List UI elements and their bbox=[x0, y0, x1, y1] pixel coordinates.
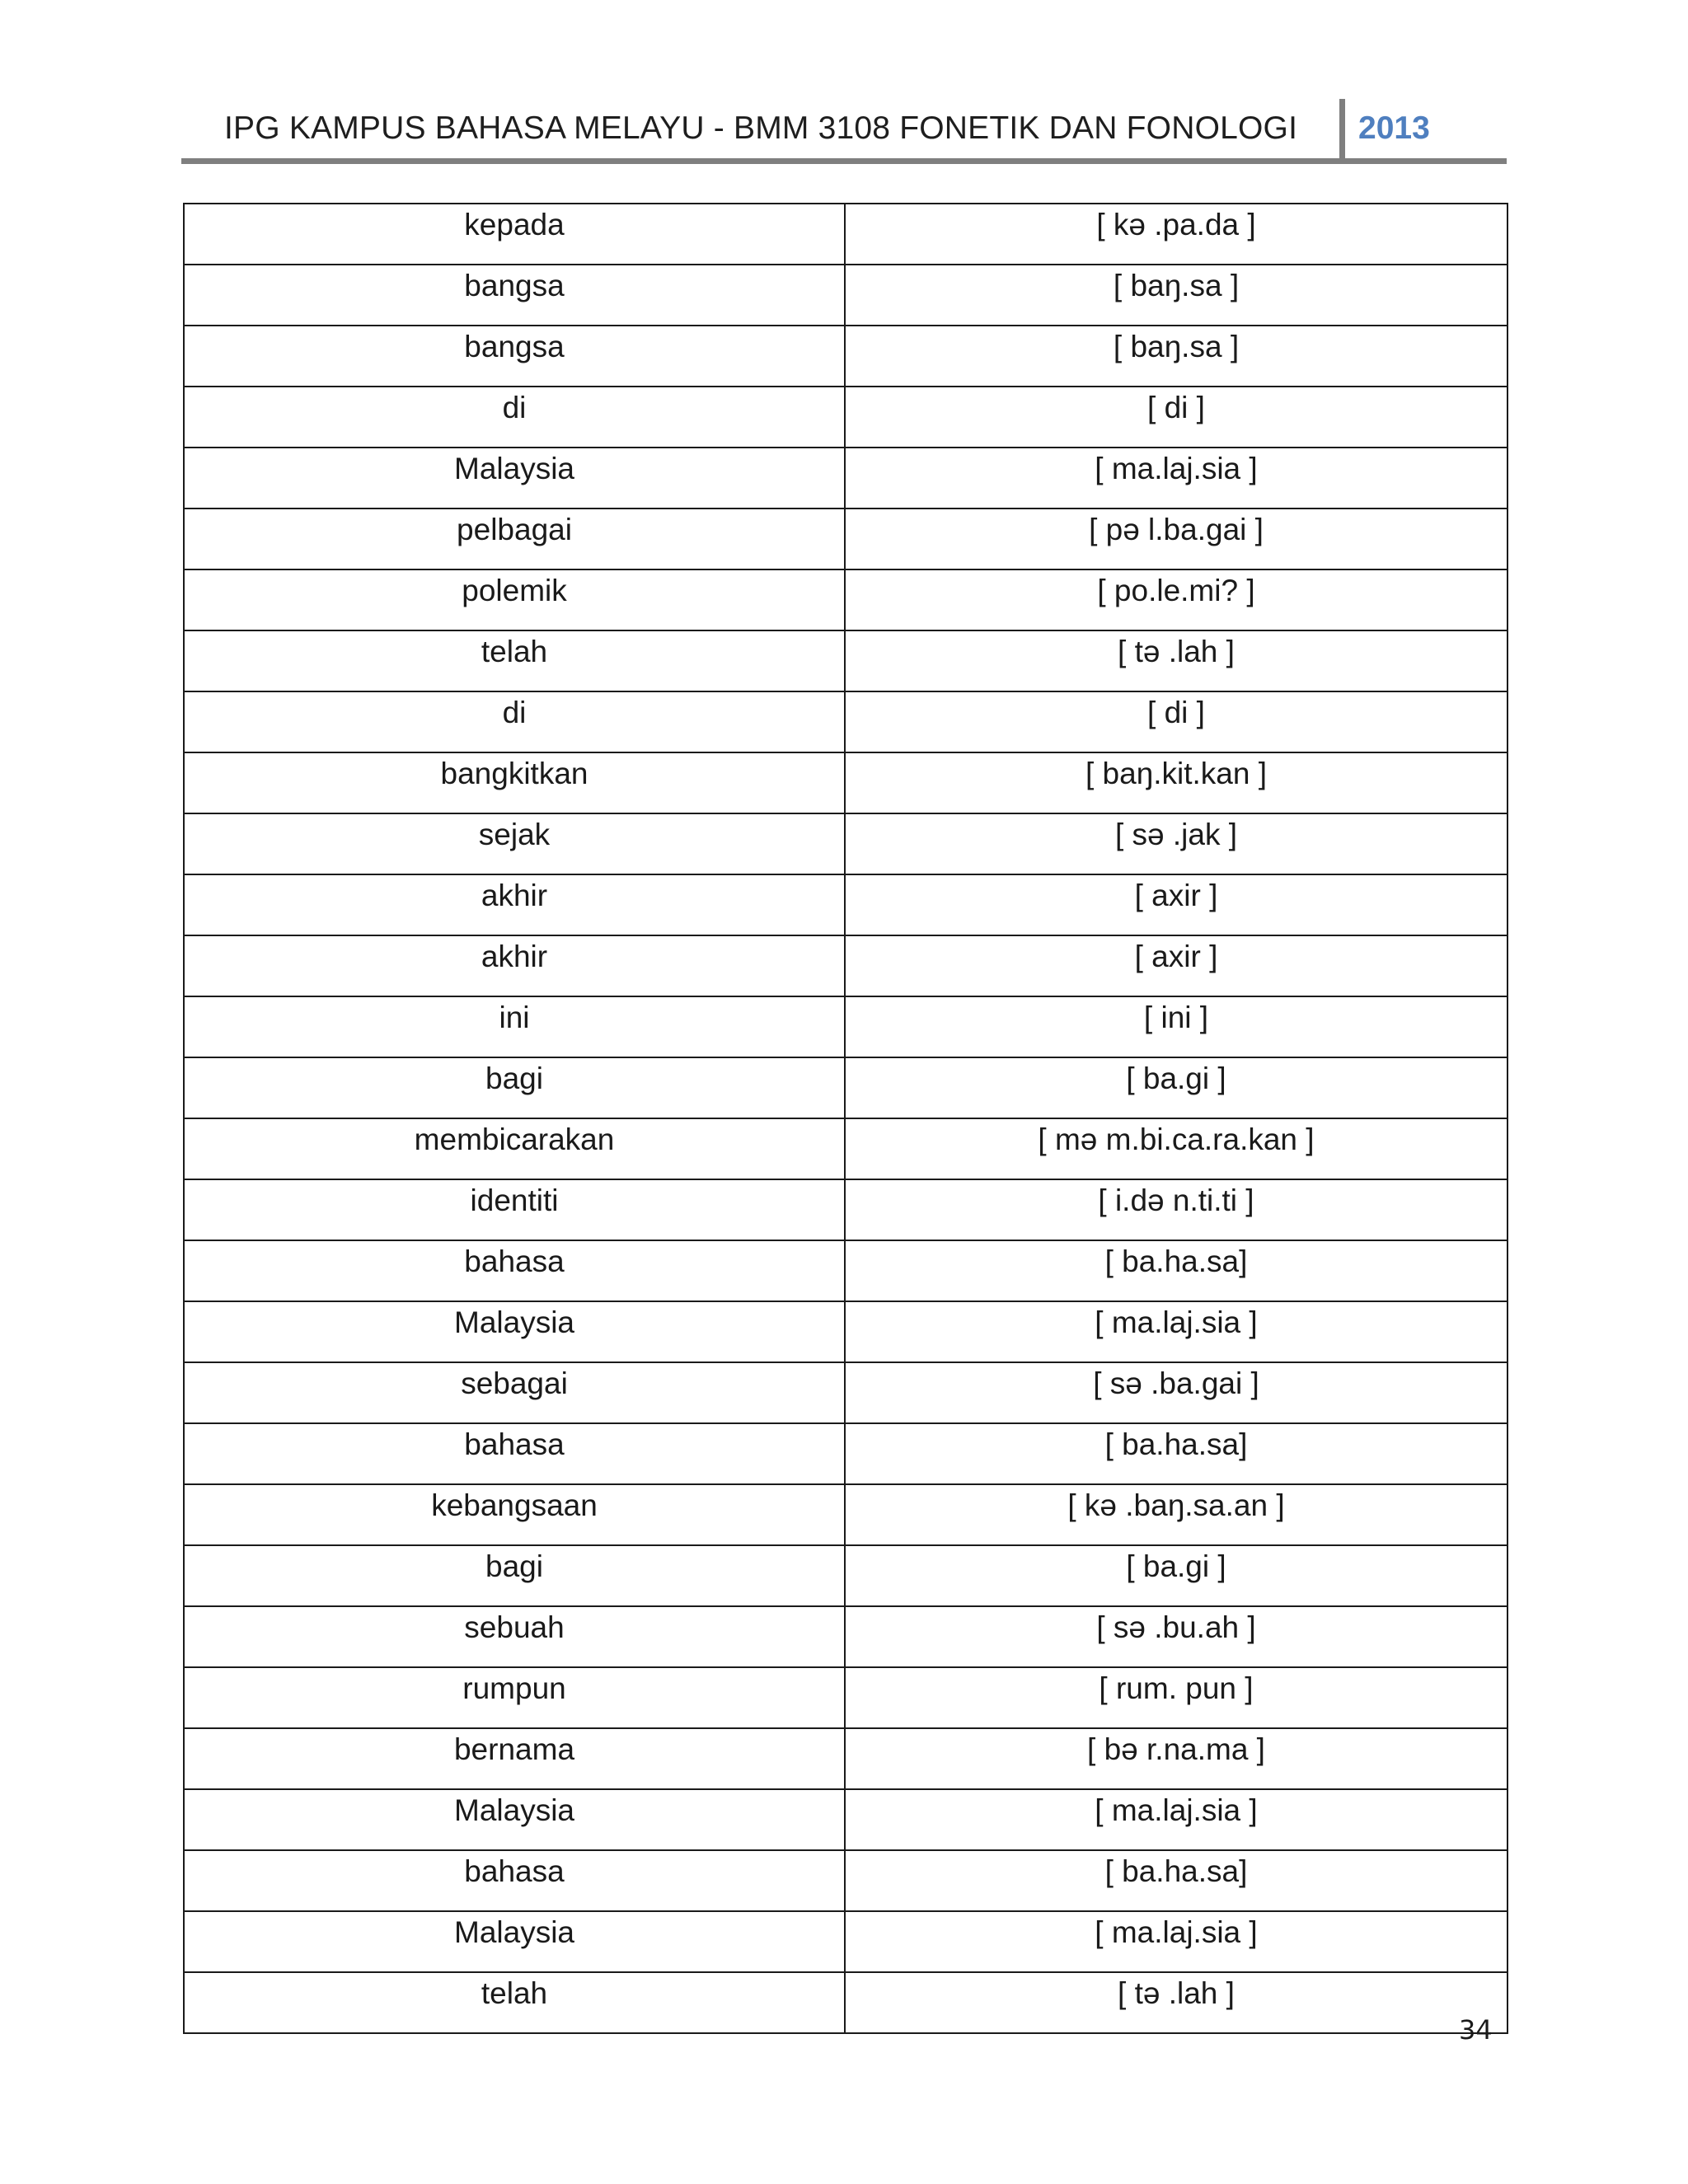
word-cell: sejak bbox=[184, 813, 845, 874]
table-row bbox=[184, 1728, 1507, 1789]
word-cell: di bbox=[184, 691, 845, 752]
transcription-cell: [ di ] bbox=[845, 691, 1507, 752]
table-row bbox=[184, 1484, 1507, 1545]
header-separator bbox=[1339, 99, 1345, 162]
table-row bbox=[184, 1667, 1507, 1728]
transcription-cell: [ kə .baŋ.sa.an ] bbox=[845, 1484, 1507, 1545]
table-row bbox=[184, 996, 1507, 1057]
word-cell: bagi bbox=[184, 1057, 845, 1118]
table-row bbox=[184, 1850, 1507, 1911]
header-rule bbox=[181, 158, 1507, 164]
table-row bbox=[184, 1301, 1507, 1362]
transcription-table-body bbox=[184, 204, 1507, 2033]
table-row bbox=[184, 1545, 1507, 1606]
table-row bbox=[184, 630, 1507, 691]
word-cell: bahasa bbox=[184, 1423, 845, 1484]
transcription-cell: [ po.le.mi? ] bbox=[845, 569, 1507, 630]
transcription-cell: [ axir ] bbox=[845, 874, 1507, 935]
word-cell: akhir bbox=[184, 935, 845, 996]
transcription-cell: [ kə .pa.da ] bbox=[845, 204, 1507, 265]
transcription-cell: [ ma.laj.sia ] bbox=[845, 1301, 1507, 1362]
transcription-cell: [ ba.gi ] bbox=[845, 1057, 1507, 1118]
table-row bbox=[184, 387, 1507, 448]
word-cell: pelbagai bbox=[184, 509, 845, 569]
word-cell: membicarakan bbox=[184, 1118, 845, 1179]
transcription-cell: [ tə .lah ] bbox=[845, 1972, 1507, 2033]
word-cell: bagi bbox=[184, 1545, 845, 1606]
word-cell: bangsa bbox=[184, 265, 845, 326]
table-row bbox=[184, 935, 1507, 996]
word-cell: sebuah bbox=[184, 1606, 845, 1667]
transcription-cell: [ ba.ha.sa] bbox=[845, 1423, 1507, 1484]
word-cell: akhir bbox=[184, 874, 845, 935]
table-row bbox=[184, 265, 1507, 326]
table-row bbox=[184, 1240, 1507, 1301]
transcription-cell: [ di ] bbox=[845, 387, 1507, 448]
transcription-cell: [ ma.laj.sia ] bbox=[845, 448, 1507, 509]
transcription-cell: [ ma.laj.sia ] bbox=[845, 1911, 1507, 1972]
transcription-cell: [ sə .jak ] bbox=[845, 813, 1507, 874]
table-row bbox=[184, 1423, 1507, 1484]
table-row bbox=[184, 1362, 1507, 1423]
transcription-table bbox=[183, 203, 1508, 2034]
word-cell: kebangsaan bbox=[184, 1484, 845, 1545]
word-cell: telah bbox=[184, 1972, 845, 2033]
header-year: 2013 bbox=[1358, 110, 1430, 146]
table-row bbox=[184, 1606, 1507, 1667]
transcription-cell: [ pə l.ba.gai ] bbox=[845, 509, 1507, 569]
transcription-cell: [ ba.ha.sa] bbox=[845, 1240, 1507, 1301]
word-cell: di bbox=[184, 387, 845, 448]
table-row bbox=[184, 448, 1507, 509]
table-row bbox=[184, 1789, 1507, 1850]
transcription-cell: [ mə m.bi.ca.ra.kan ] bbox=[845, 1118, 1507, 1179]
table-row bbox=[184, 1972, 1507, 2033]
word-cell: polemik bbox=[184, 569, 845, 630]
transcription-cell: [ sə .ba.gai ] bbox=[845, 1362, 1507, 1423]
word-cell: bangkitkan bbox=[184, 752, 845, 813]
transcription-cell: [ tə .lah ] bbox=[845, 630, 1507, 691]
transcription-cell: [ bə r.na.ma ] bbox=[845, 1728, 1507, 1789]
header-title: IPG KAMPUS BAHASA MELAYU - BMM 3108 FONETIK DAN FONOLOGI bbox=[224, 110, 1298, 146]
transcription-cell: [ i.də n.ti.ti ] bbox=[845, 1179, 1507, 1240]
table-row bbox=[184, 691, 1507, 752]
table-row bbox=[184, 874, 1507, 935]
word-cell: Malaysia bbox=[184, 1301, 845, 1362]
page-number: 34 bbox=[1459, 2014, 1493, 2046]
transcription-cell: [ ba.gi ] bbox=[845, 1545, 1507, 1606]
word-cell: bahasa bbox=[184, 1240, 845, 1301]
page-header bbox=[181, 99, 1507, 163]
word-cell: Malaysia bbox=[184, 1789, 845, 1850]
transcription-cell: [ rum. pun ] bbox=[845, 1667, 1507, 1728]
transcription-cell: [ ma.laj.sia ] bbox=[845, 1789, 1507, 1850]
transcription-cell: [ sə .bu.ah ] bbox=[845, 1606, 1507, 1667]
transcription-cell: [ baŋ.sa ] bbox=[845, 326, 1507, 387]
transcription-cell: [ baŋ.kit.kan ] bbox=[845, 752, 1507, 813]
table-row bbox=[184, 1911, 1507, 1972]
word-cell: bahasa bbox=[184, 1850, 845, 1911]
transcription-cell: [ ba.ha.sa] bbox=[845, 1850, 1507, 1911]
word-cell: sebagai bbox=[184, 1362, 845, 1423]
table-row bbox=[184, 1118, 1507, 1179]
table-row bbox=[184, 1057, 1507, 1118]
table-row bbox=[184, 509, 1507, 569]
word-cell: bernama bbox=[184, 1728, 845, 1789]
word-cell: Malaysia bbox=[184, 1911, 845, 1972]
word-cell: rumpun bbox=[184, 1667, 845, 1728]
table-row bbox=[184, 1179, 1507, 1240]
table-row bbox=[184, 813, 1507, 874]
word-cell: bangsa bbox=[184, 326, 845, 387]
table-row bbox=[184, 204, 1507, 265]
table-row bbox=[184, 569, 1507, 630]
word-cell: telah bbox=[184, 630, 845, 691]
word-cell: ini bbox=[184, 996, 845, 1057]
word-cell: identiti bbox=[184, 1179, 845, 1240]
transcription-cell: [ axir ] bbox=[845, 935, 1507, 996]
word-cell: kepada bbox=[184, 204, 845, 265]
table-row bbox=[184, 752, 1507, 813]
word-cell: Malaysia bbox=[184, 448, 845, 509]
transcription-cell: [ ini ] bbox=[845, 996, 1507, 1057]
table-row bbox=[184, 326, 1507, 387]
transcription-cell: [ baŋ.sa ] bbox=[845, 265, 1507, 326]
